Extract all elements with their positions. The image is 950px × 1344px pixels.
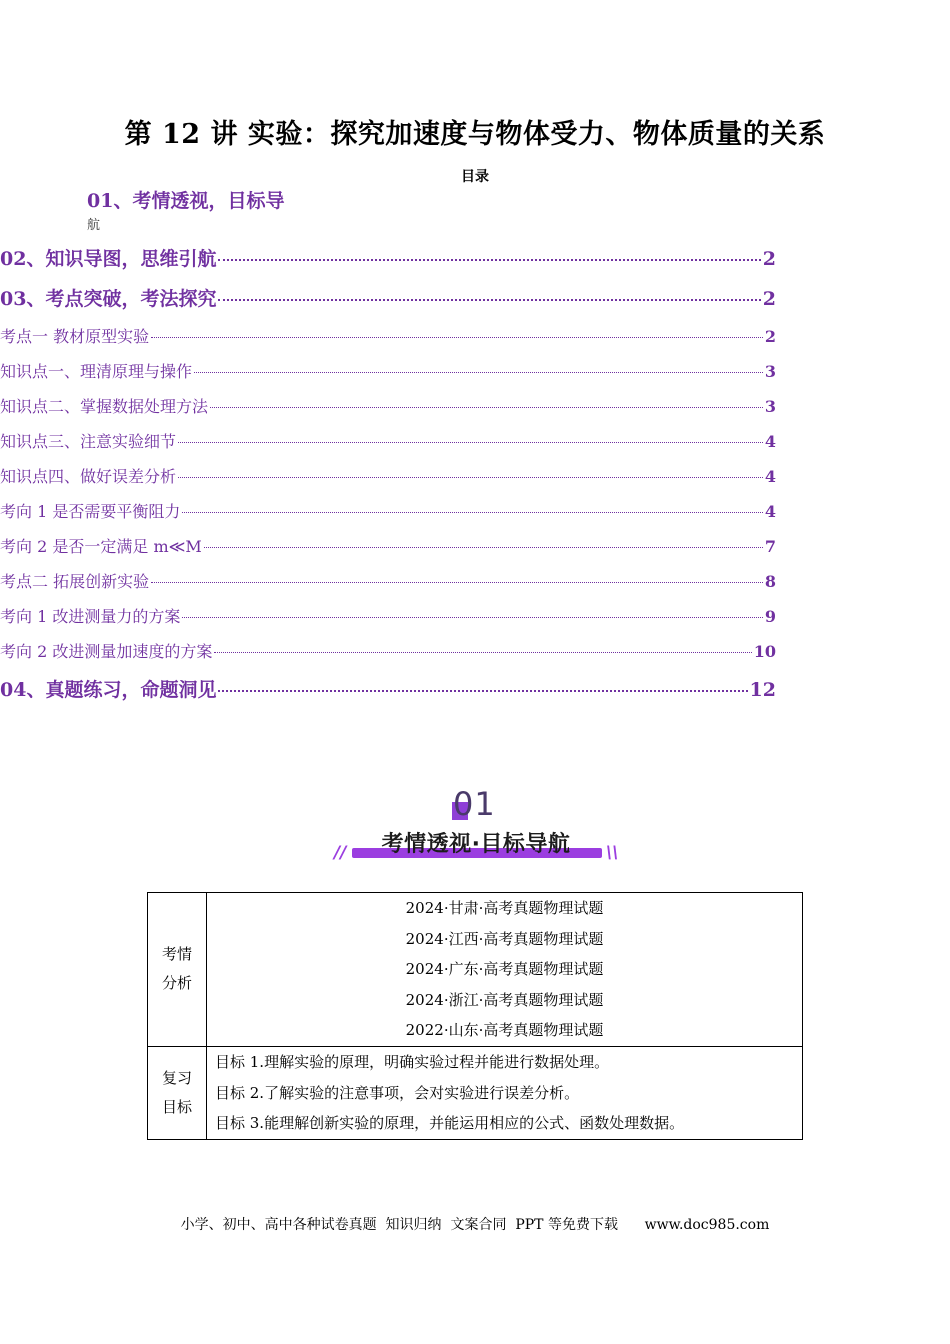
toc-leader	[182, 512, 763, 513]
page-footer: 小学、初中、高中各种试卷真题 知识归纳 文案合同 PPT 等免费下载 www.doc985.com	[180, 1217, 770, 1233]
exam-list-cell	[207, 893, 803, 1047]
goal-item: 目标 2.了解实验的注意事项，会对实验进行误差分析。	[215, 1083, 580, 1102]
toc-entry-first[interactable]: 01、考情透视，目标导	[87, 190, 285, 212]
toc-leader	[178, 442, 763, 443]
toc-label: 考向 1 是否需要平衡阻力	[0, 502, 181, 521]
toc-page: 9	[764, 607, 776, 626]
toc-entry[interactable]	[0, 359, 776, 382]
toc-page: 2	[762, 248, 776, 270]
toc-label: 知识点二、掌握数据处理方法	[0, 397, 209, 416]
table-row-analysis	[148, 893, 803, 1047]
toc-entry[interactable]	[0, 244, 776, 271]
toc-page: 2	[762, 288, 776, 310]
toc-page: 2	[764, 327, 776, 346]
exam-item: 2022·山东·高考真题物理试题	[405, 1021, 604, 1040]
toc-leader	[214, 652, 751, 653]
goals-label-line: 目标	[161, 1097, 192, 1116]
toc-entry[interactable]	[0, 394, 776, 417]
toc-heading: 目录	[461, 169, 489, 185]
toc-leader	[194, 372, 763, 373]
analysis-label-cell	[148, 893, 207, 1047]
toc-page: 4	[764, 467, 776, 486]
toc-entry[interactable]	[0, 324, 776, 347]
goal-item: 目标 3.能理解创新实验的原理，并能运用相应的公式、函数处理数据。	[215, 1114, 685, 1133]
exam-item: 2024·浙江·高考真题物理试题	[405, 990, 604, 1009]
toc-entry[interactable]	[0, 675, 776, 702]
goals-list-cell	[207, 1046, 803, 1139]
toc-leader	[182, 617, 763, 618]
toc-label: 考向 2 改进测量加速度的方案	[0, 642, 213, 661]
toc-page: 4	[764, 432, 776, 451]
toc-page: 3	[764, 397, 776, 416]
toc-page: 4	[764, 502, 776, 521]
analysis-label-line: 考情	[161, 945, 192, 964]
toc-leader	[151, 337, 763, 338]
toc-label: 知识点一、理清原理与操作	[0, 362, 193, 381]
toc-entry[interactable]	[0, 464, 776, 487]
page-title: 第 12 讲 实验：探究加速度与物体受力、物体质量的关系	[124, 119, 826, 150]
section-number: 01	[453, 785, 496, 823]
left-slash-mark: //	[334, 843, 347, 863]
toc-leader	[218, 259, 760, 261]
toc-entry[interactable]	[0, 534, 776, 557]
toc-page: 8	[764, 572, 776, 591]
toc-leader	[210, 407, 763, 408]
toc-label: 03、考点突破，考法探究	[0, 288, 217, 310]
toc-label: 考点二 拓展创新实验	[0, 572, 150, 591]
toc-label: 考向 2 是否一定满足 m≪M	[0, 537, 202, 556]
toc-entry[interactable]	[0, 429, 776, 452]
right-slash-mark: \\	[606, 843, 619, 863]
goal-item: 目标 1.理解实验的原理，明确实验过程并能进行数据处理。	[215, 1052, 610, 1071]
toc-leader	[204, 547, 763, 548]
goals-label-cell	[148, 1046, 207, 1139]
goals-label-line: 复习	[161, 1068, 192, 1087]
toc-entry[interactable]	[0, 569, 776, 592]
toc-label: 考向 1 改进测量力的方案	[0, 607, 181, 626]
toc-label: 考点一 教材原型实验	[0, 327, 150, 346]
table-row-goals	[148, 1046, 803, 1139]
toc-entry[interactable]	[0, 604, 776, 627]
exam-item: 2024·广东·高考真题物理试题	[405, 960, 604, 979]
toc-entry-first-wrap: 航	[87, 218, 101, 233]
toc-leader	[151, 582, 763, 583]
section-title: 考情透视·目标导航	[381, 832, 571, 857]
toc-page: 3	[764, 362, 776, 381]
toc-page: 7	[764, 537, 776, 556]
toc-leader	[178, 477, 763, 478]
toc-leader	[218, 299, 760, 301]
toc-leader	[218, 690, 747, 692]
toc-label: 04、真题练习，命题洞见	[0, 679, 217, 701]
toc-page: 12	[749, 679, 776, 701]
toc-label: 知识点四、做好误差分析	[0, 467, 177, 486]
toc-entry[interactable]	[0, 284, 776, 311]
toc-page: 10	[753, 642, 776, 661]
toc-label: 知识点三、注意实验细节	[0, 432, 177, 451]
analysis-label-line: 分析	[161, 974, 192, 993]
exam-info-table	[147, 892, 803, 1140]
exam-item: 2024·甘肃·高考真题物理试题	[405, 899, 604, 917]
toc-label: 02、知识导图，思维引航	[0, 248, 217, 270]
toc-entry[interactable]	[0, 639, 776, 662]
exam-item: 2024·江西·高考真题物理试题	[405, 929, 604, 948]
toc-entry[interactable]	[0, 499, 776, 522]
